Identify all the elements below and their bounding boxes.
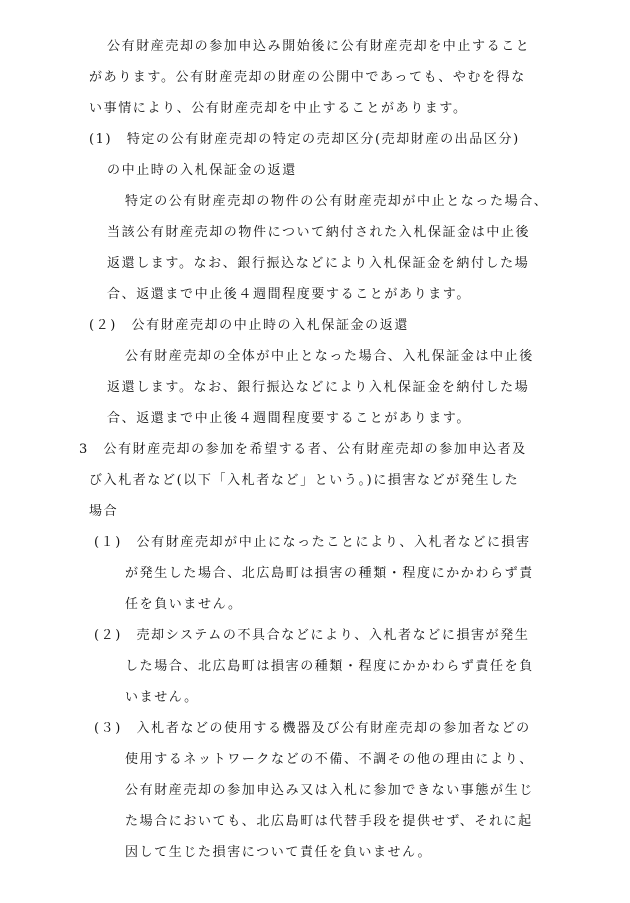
text-line: 3 公有財産売却の参加を希望する者、公有財産売却の参加申込者及 bbox=[79, 442, 527, 457]
text-line: た場合においても、北広島町は代替手段を提供せず、それに起 bbox=[125, 814, 533, 829]
text-line: 合、返還まで中止後４週間程度要することがあります。 bbox=[107, 287, 471, 302]
text-line: 場合 bbox=[89, 504, 119, 519]
text-line: (1) 特定の公有財産売却の特定の売却区分(売却財産の出品区分) bbox=[89, 132, 520, 147]
text-line: 任を負いません。 bbox=[125, 597, 243, 612]
text-line: 合、返還まで中止後４週間程度要することがあります。 bbox=[107, 411, 471, 426]
text-line: した場合、北広島町は損害の種類・程度にかかわらず責任を負 bbox=[125, 659, 534, 674]
text-line: 公有財産売却の参加申込み開始後に公有財産売却を中止すること bbox=[107, 39, 531, 54]
text-line: 公有財産売却の参加申込み又は入札に参加できない事態が生じ bbox=[125, 783, 534, 798]
text-line: (２) 売却システムの不具合などにより、入札者などに損害が発生 bbox=[94, 628, 530, 643]
text-line: があります。公有財産売却の財産の公開中であっても、やむを得な bbox=[89, 70, 526, 85]
text-line: 返還します。なお、銀行振込などにより入札保証金を納付した場 bbox=[107, 380, 530, 395]
text-line: (２) 公有財産売却の中止時の入札保証金の返還 bbox=[89, 318, 409, 333]
text-line: が発生した場合、北広島町は損害の種類・程度にかかわらず責 bbox=[125, 566, 534, 581]
text-line: (１) 公有財産売却が中止になったことにより、入札者などに損害 bbox=[94, 535, 531, 550]
text-line: 返還します。なお、銀行振込などにより入札保証金を納付した場 bbox=[107, 256, 530, 271]
text-line: 特定の公有財産売却の物件の公有財産売却が中止となった場合、 bbox=[125, 194, 549, 209]
text-line: 因して生じた損害について責任を負いません。 bbox=[125, 845, 433, 860]
text-line: び入札者など(以下「入札者など」という。)に損害などが発生した bbox=[89, 473, 520, 488]
text-line: の中止時の入札保証金の返還 bbox=[107, 163, 297, 178]
text-line: 使用するネットワークなどの不備、不調その他の理由により、 bbox=[125, 752, 534, 767]
text-line: 当該公有財産売却の物件について納付された入札保証金は中止後 bbox=[107, 225, 531, 240]
text-line: いません。 bbox=[125, 690, 199, 705]
text-line: (３) 入札者などの使用する機器及び公有財産売却の参加者などの bbox=[94, 721, 531, 736]
text-line: い事情により、公有財産売却を中止することがあります。 bbox=[89, 101, 468, 116]
text-line: 公有財産売却の全体が中止となった場合、入札保証金は中止後 bbox=[125, 349, 534, 364]
